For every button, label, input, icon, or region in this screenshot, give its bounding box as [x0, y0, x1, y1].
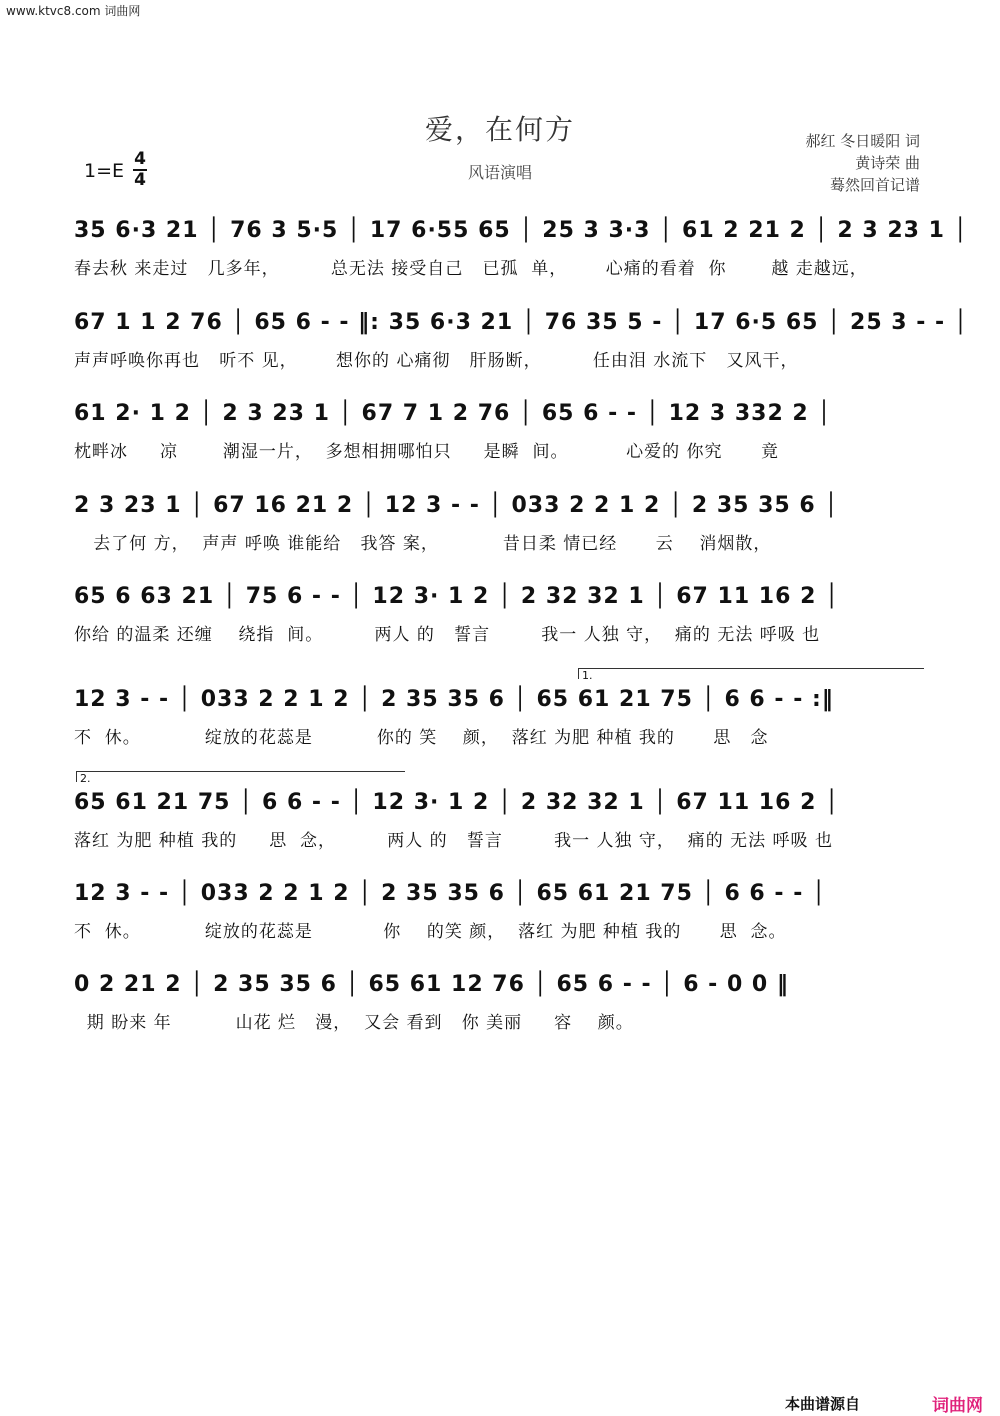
- lyrics: 你给 的温柔 还缠 绕指 间。 两人 的 誓言 我一 人独 守， 痛的 无法 呼吸 也: [74, 625, 821, 645]
- composer: 黄诗荣 曲: [855, 154, 920, 172]
- transcriber: 蓦然回首记谱: [829, 176, 920, 194]
- lyrics: 不 休。 绽放的花蕊是 你 的笑 颜， 落红 为肥 种植 我的 思 念。: [74, 922, 787, 942]
- notes: 12 3 - - │ 033 2 2 1 2 │ 2 35 35 6 │ 65 61 21 75 │ 6 6 - - │: [74, 881, 827, 906]
- time-top: 4: [134, 149, 146, 169]
- notes: 67 1 1 2 76 │ 65 6 - - ‖: 35 6·3 21 │ 76 35 5 - │ 17 6·5 65 │ 25 3 - - │: [74, 310, 969, 335]
- lyrics: 不 休。 绽放的花蕊是 你的 笑 颜， 落红 为肥 种植 我的 思 念: [74, 728, 769, 748]
- lyrics: 去了何 方， 声声 呼唤 谁能给 我答 案， 昔日柔 情已经 云 消烟散，: [74, 534, 772, 554]
- notes: 61 2· 1 2 │ 2 3 23 1 │ 67 7 1 2 76 │ 65 6 - - │ 12 3 332 2 │: [74, 401, 832, 426]
- time-bottom: 4: [134, 170, 146, 190]
- credits: [805, 130, 920, 196]
- notes: 12 3 - - │ 033 2 2 1 2 │ 2 35 35 6 │ 65 61 21 75 │ 6 6 - - :‖: [74, 687, 834, 712]
- site-url: www.ktvc8.com 词曲网: [6, 4, 141, 18]
- singer-line: 风语演唱: [467, 163, 532, 182]
- volta-second: 2.: [76, 771, 405, 782]
- volta-first: 1.: [578, 668, 924, 679]
- footer-brand-logo[interactable]: 词曲网: [932, 1396, 983, 1416]
- footer-source: 本曲谱源自: [785, 1395, 861, 1413]
- notes: 35 6·3 21 │ 76 3 5·5 │ 17 6·55 65 │ 25 3 3·3 │ 61 2 21 2 │ 2 3 23 1 │: [74, 218, 968, 243]
- notes: 65 61 21 75 │ 6 6 - - │ 12 3· 1 2 │ 2 32 32 1 │ 67 11 16 2 │: [74, 790, 840, 815]
- notes: 0 2 21 2 │ 2 35 35 6 │ 65 61 12 76 │ 65 6 - - │ 6 - 0 0 ‖: [74, 972, 789, 997]
- time-signature: [132, 150, 148, 190]
- lyrics: 枕畔冰 凉 潮湿一片， 多想相拥哪怕只 是瞬 间。 心爱的 你究 竟: [74, 442, 779, 462]
- key-signature: 1=E: [84, 160, 125, 182]
- lyrics: 落红 为肥 种植 我的 思 念， 两人 的 誓言 我一 人独 守， 痛的 无法 呼吸 也: [74, 831, 833, 851]
- lyrics: 声声呼唤你再也 听不 见， 想你的 心痛彻 肝肠断， 任由泪 水流下 又风干，: [74, 351, 799, 371]
- song-title: 爱，在何方: [424, 113, 575, 146]
- lyricist: 郝红 冬日暖阳 词: [805, 132, 920, 150]
- notes: 65 6 63 21 │ 75 6 - - │ 12 3· 1 2 │ 2 32 32 1 │ 67 11 16 2 │: [74, 584, 840, 609]
- notes: 2 3 23 1 │ 67 16 21 2 │ 12 3 - - │ 033 2 2 1 2 │ 2 35 35 6 │: [74, 493, 839, 518]
- lyrics: 春去秋 来走过 几多年， 总无法 接受自己 已孤 单， 心痛的看着 你 越 走越远，: [74, 259, 868, 279]
- lyrics: 期 盼来 年 山花 烂 漫， 又会 看到 你 美丽 容 颜。: [74, 1013, 634, 1033]
